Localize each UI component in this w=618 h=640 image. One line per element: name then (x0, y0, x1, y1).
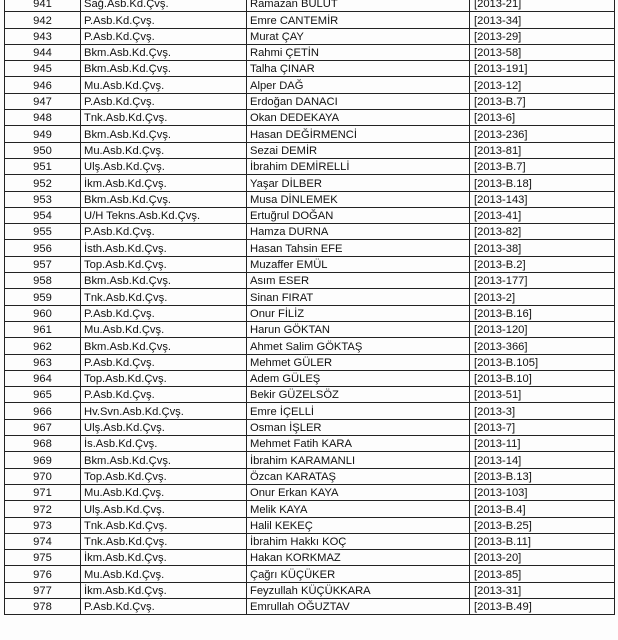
rank-cell: P.Asb.Kd.Çvş. (81, 224, 247, 240)
row-number-cell: 963 (5, 354, 81, 370)
row-number-cell: 946 (5, 77, 81, 93)
registry-code-cell: [2013-191] (470, 61, 615, 77)
registry-code-cell: [2013-31] (470, 582, 615, 598)
registry-code-cell: [2013-34] (470, 12, 615, 28)
rank-cell: Ulş.Asb.Kd.Çvş. (81, 501, 247, 517)
row-number-cell: 953 (5, 191, 81, 207)
registry-code-cell: [2013-B.18] (470, 175, 615, 191)
rank-cell: İkm.Asb.Kd.Çvş. (81, 582, 247, 598)
row-number-cell: 955 (5, 224, 81, 240)
full-name-cell: Melik KAYA (247, 501, 470, 517)
rank-cell: P.Asb.Kd.Çvş. (81, 28, 247, 44)
full-name-cell: Ramazan BULUT (247, 0, 470, 12)
full-name-cell: Çağrı KÜÇÜKER (247, 566, 470, 582)
table-row (5, 289, 615, 305)
table-row (5, 517, 615, 533)
rank-cell: Bkm.Asb.Kd.Çvş. (81, 191, 247, 207)
row-number-cell: 975 (5, 550, 81, 566)
registry-code-cell: [2013-6] (470, 110, 615, 126)
row-number-cell: 954 (5, 207, 81, 223)
row-number-cell: 965 (5, 387, 81, 403)
registry-code-cell: [2013-51] (470, 387, 615, 403)
registry-code-cell: [2013-143] (470, 191, 615, 207)
rank-cell: Bkm.Asb.Kd.Çvş. (81, 273, 247, 289)
table-row (5, 110, 615, 126)
registry-code-cell: [2013-120] (470, 321, 615, 337)
registry-code-cell: [2013-B.105] (470, 354, 615, 370)
rank-cell: Tnk.Asb.Kd.Çvş. (81, 110, 247, 126)
row-number-cell: 941 (5, 0, 81, 12)
row-number-cell: 973 (5, 517, 81, 533)
rank-cell: Bkm.Asb.Kd.Çvş. (81, 452, 247, 468)
table-row (5, 321, 615, 337)
rank-cell: Top.Asb.Kd.Çvş. (81, 370, 247, 386)
full-name-cell: Asım ESER (247, 273, 470, 289)
row-number-cell: 969 (5, 452, 81, 468)
rank-cell: İsth.Asb.Kd.Çvş. (81, 240, 247, 256)
rank-cell: Bkm.Asb.Kd.Çvş. (81, 126, 247, 142)
row-number-cell: 966 (5, 403, 81, 419)
table-row (5, 305, 615, 321)
table-row (5, 387, 615, 403)
row-number-cell: 949 (5, 126, 81, 142)
registry-code-cell: [2013-B.16] (470, 305, 615, 321)
full-name-cell: Osman İŞLER (247, 419, 470, 435)
row-number-cell: 974 (5, 533, 81, 549)
registry-code-cell: [2013-B.13] (470, 468, 615, 484)
registry-code-cell: [2013-103] (470, 484, 615, 500)
row-number-cell: 947 (5, 93, 81, 109)
table-row (5, 419, 615, 435)
full-name-cell: Emrullah OĞUZTAV (247, 598, 470, 614)
rank-cell: Mu.Asb.Kd.Çvş. (81, 484, 247, 500)
full-name-cell: Ahmet Salim GÖKTAŞ (247, 338, 470, 354)
table-row (5, 566, 615, 582)
registry-code-cell: [2013-11] (470, 436, 615, 452)
rank-cell: P.Asb.Kd.Çvş. (81, 93, 247, 109)
registry-code-cell: [2013-177] (470, 273, 615, 289)
table-row (5, 582, 615, 598)
table-row (5, 77, 615, 93)
row-number-cell: 944 (5, 44, 81, 60)
row-number-cell: 958 (5, 273, 81, 289)
row-number-cell: 952 (5, 175, 81, 191)
row-number-cell: 945 (5, 61, 81, 77)
registry-code-cell: [2013-B.49] (470, 598, 615, 614)
registry-code-cell: [2013-38] (470, 240, 615, 256)
rank-cell: Bkm.Asb.Kd.Çvş. (81, 44, 247, 60)
rank-cell: Sağ.Asb.Kd.Çvş. (81, 0, 247, 12)
row-number-cell: 943 (5, 28, 81, 44)
registry-code-cell: [2013-14] (470, 452, 615, 468)
table-row (5, 273, 615, 289)
full-name-cell: Emre İÇELLİ (247, 403, 470, 419)
rank-cell: Mu.Asb.Kd.Çvş. (81, 321, 247, 337)
full-name-cell: Yaşar DİLBER (247, 175, 470, 191)
full-name-cell: Halil KEKEÇ (247, 517, 470, 533)
full-name-cell: Muzaffer EMÜL (247, 256, 470, 272)
table-row (5, 175, 615, 191)
full-name-cell: Talha ÇINAR (247, 61, 470, 77)
table-row (5, 354, 615, 370)
full-name-cell: Hasan DEĞİRMENCİ (247, 126, 470, 142)
row-number-cell: 976 (5, 566, 81, 582)
table-row (5, 468, 615, 484)
full-name-cell: Mehmet Fatih KARA (247, 436, 470, 452)
row-number-cell: 970 (5, 468, 81, 484)
row-number-cell: 942 (5, 12, 81, 28)
row-number-cell: 951 (5, 158, 81, 174)
rank-cell: Hv.Svn.Asb.Kd.Çvş. (81, 403, 247, 419)
table-row (5, 452, 615, 468)
table-row (5, 533, 615, 549)
table-row (5, 501, 615, 517)
table-row (5, 224, 615, 240)
table-row (5, 338, 615, 354)
row-number-cell: 967 (5, 419, 81, 435)
full-name-cell: Hasan Tahsin EFE (247, 240, 470, 256)
registry-code-cell: [2013-21] (470, 0, 615, 12)
full-name-cell: Feyzullah KÜÇÜKKARA (247, 582, 470, 598)
personnel-table (4, 0, 615, 615)
row-number-cell: 978 (5, 598, 81, 614)
row-number-cell: 959 (5, 289, 81, 305)
table-row (5, 126, 615, 142)
full-name-cell: Sinan FIRAT (247, 289, 470, 305)
rank-cell: İkm.Asb.Kd.Çvş. (81, 175, 247, 191)
table-row (5, 0, 615, 12)
full-name-cell: Mehmet GÜLER (247, 354, 470, 370)
table-row (5, 142, 615, 158)
rank-cell: Tnk.Asb.Kd.Çvş. (81, 533, 247, 549)
table-row (5, 403, 615, 419)
registry-code-cell: [2013-366] (470, 338, 615, 354)
rank-cell: P.Asb.Kd.Çvş. (81, 387, 247, 403)
full-name-cell: Musa DİNLEMEK (247, 191, 470, 207)
full-name-cell: Murat ÇAY (247, 28, 470, 44)
registry-code-cell: [2013-B.11] (470, 533, 615, 549)
table-row (5, 550, 615, 566)
row-number-cell: 957 (5, 256, 81, 272)
full-name-cell: Erdoğan DANACI (247, 93, 470, 109)
registry-code-cell: [2013-82] (470, 224, 615, 240)
rank-cell: Mu.Asb.Kd.Çvş. (81, 142, 247, 158)
row-number-cell: 961 (5, 321, 81, 337)
table-row (5, 436, 615, 452)
table-row (5, 44, 615, 60)
rank-cell: İkm.Asb.Kd.Çvş. (81, 550, 247, 566)
row-number-cell: 971 (5, 484, 81, 500)
full-name-cell: Sezai DEMİR (247, 142, 470, 158)
rank-cell: Tnk.Asb.Kd.Çvş. (81, 289, 247, 305)
registry-code-cell: [2013-7] (470, 419, 615, 435)
rank-cell: Mu.Asb.Kd.Çvş. (81, 566, 247, 582)
row-number-cell: 962 (5, 338, 81, 354)
rank-cell: İs.Asb.Kd.Çvş. (81, 436, 247, 452)
row-number-cell: 950 (5, 142, 81, 158)
registry-code-cell: [2013-58] (470, 44, 615, 60)
rank-cell: Tnk.Asb.Kd.Çvş. (81, 517, 247, 533)
full-name-cell: Özcan KARATAŞ (247, 468, 470, 484)
rank-cell: Bkm.Asb.Kd.Çvş. (81, 61, 247, 77)
table-row (5, 240, 615, 256)
row-number-cell: 977 (5, 582, 81, 598)
table-row (5, 191, 615, 207)
row-number-cell: 948 (5, 110, 81, 126)
full-name-cell: İbrahim Hakkı KOÇ (247, 533, 470, 549)
registry-code-cell: [2013-20] (470, 550, 615, 566)
registry-code-cell: [2013-2] (470, 289, 615, 305)
table-row (5, 484, 615, 500)
registry-code-cell: [2013-29] (470, 28, 615, 44)
row-number-cell: 964 (5, 370, 81, 386)
registry-code-cell: [2013-81] (470, 142, 615, 158)
full-name-cell: Ertuğrul DOĞAN (247, 207, 470, 223)
rank-cell: Top.Asb.Kd.Çvş. (81, 468, 247, 484)
full-name-cell: Okan DEDEKAYA (247, 110, 470, 126)
table-row (5, 28, 615, 44)
row-number-cell: 960 (5, 305, 81, 321)
rank-cell: Ulş.Asb.Kd.Çvş. (81, 419, 247, 435)
registry-code-cell: [2013-41] (470, 207, 615, 223)
registry-code-cell: [2013-12] (470, 77, 615, 93)
rank-cell: U/H Tekns.Asb.Kd.Çvş. (81, 207, 247, 223)
full-name-cell: Onur Erkan KAYA (247, 484, 470, 500)
full-name-cell: İbrahim DEMİRELLİ (247, 158, 470, 174)
full-name-cell: Hakan KORKMAZ (247, 550, 470, 566)
registry-code-cell: [2013-B.2] (470, 256, 615, 272)
full-name-cell: Onur FİLİZ (247, 305, 470, 321)
rank-cell: Bkm.Asb.Kd.Çvş. (81, 338, 247, 354)
registry-code-cell: [2013-B.25] (470, 517, 615, 533)
full-name-cell: İbrahim KARAMANLI (247, 452, 470, 468)
rank-cell: Mu.Asb.Kd.Çvş. (81, 77, 247, 93)
table-row (5, 598, 615, 614)
registry-code-cell: [2013-3] (470, 403, 615, 419)
registry-code-cell: [2013-B.7] (470, 158, 615, 174)
rank-cell: P.Asb.Kd.Çvş. (81, 598, 247, 614)
full-name-cell: Bekir GÜZELSÖZ (247, 387, 470, 403)
table-row (5, 12, 615, 28)
row-number-cell: 968 (5, 436, 81, 452)
table-row (5, 370, 615, 386)
registry-code-cell: [2013-85] (470, 566, 615, 582)
row-number-cell: 972 (5, 501, 81, 517)
rank-cell: Top.Asb.Kd.Çvş. (81, 256, 247, 272)
rank-cell: P.Asb.Kd.Çvş. (81, 305, 247, 321)
full-name-cell: Emre CANTEMİR (247, 12, 470, 28)
rank-cell: P.Asb.Kd.Çvş. (81, 354, 247, 370)
full-name-cell: Hamza DURNA (247, 224, 470, 240)
full-name-cell: Harun GÖKTAN (247, 321, 470, 337)
registry-code-cell: [2013-B.10] (470, 370, 615, 386)
table-body (5, 0, 615, 615)
registry-code-cell: [2013-B.4] (470, 501, 615, 517)
full-name-cell: Rahmi ÇETİN (247, 44, 470, 60)
registry-code-cell: [2013-236] (470, 126, 615, 142)
table-row (5, 207, 615, 223)
table-row (5, 93, 615, 109)
table-row (5, 256, 615, 272)
table-row (5, 158, 615, 174)
rank-cell: Ulş.Asb.Kd.Çvş. (81, 158, 247, 174)
row-number-cell: 956 (5, 240, 81, 256)
full-name-cell: Alper DAĞ (247, 77, 470, 93)
registry-code-cell: [2013-B.7] (470, 93, 615, 109)
full-name-cell: Adem GÜLEŞ (247, 370, 470, 386)
table-row (5, 61, 615, 77)
rank-cell: P.Asb.Kd.Çvş. (81, 12, 247, 28)
